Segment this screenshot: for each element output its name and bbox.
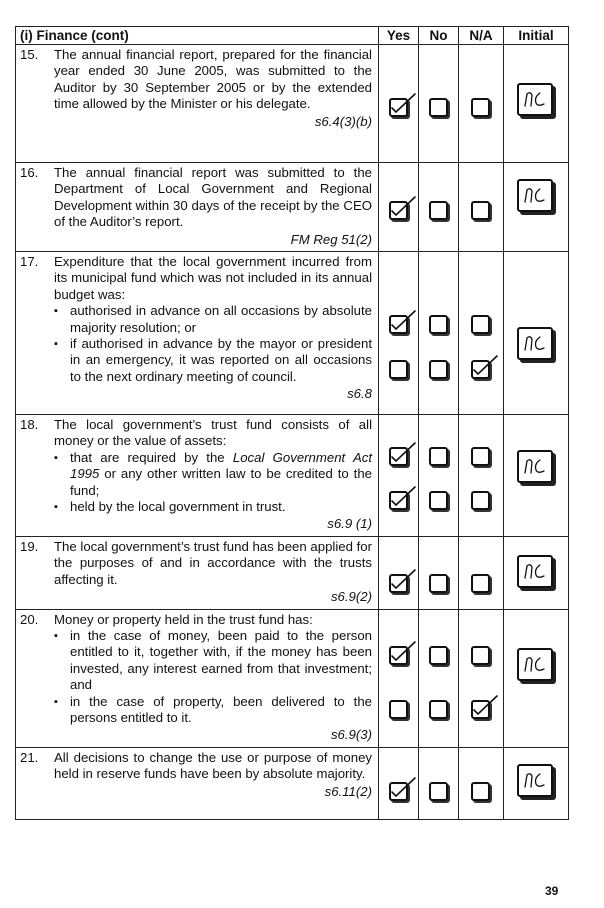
na-checkbox[interactable]	[471, 98, 490, 117]
no-checkbox[interactable]	[429, 491, 448, 510]
checklist-table	[15, 26, 569, 820]
na-checkbox[interactable]	[471, 201, 490, 220]
yes-checkbox[interactable]	[389, 646, 408, 665]
question-text: The local government’s trust fund has been applied for the purposes of and in accordance with the trusts affecting it.	[54, 538, 372, 587]
initial-box[interactable]	[517, 764, 553, 797]
question-row-15	[16, 45, 569, 163]
act-title: Local Government Act 1995	[70, 449, 372, 482]
condition-list	[54, 450, 372, 516]
legislation-reference: s6.9 (1)	[327, 516, 372, 532]
initial-box[interactable]	[517, 179, 553, 212]
question-number: 19.	[20, 538, 39, 554]
na-checkbox[interactable]	[471, 574, 490, 593]
yes-checkbox[interactable]	[389, 491, 408, 510]
no-checkbox[interactable]	[429, 201, 448, 220]
na-checkbox[interactable]	[471, 782, 490, 801]
question-number: 16.	[20, 165, 39, 180]
question-text: The local government’s trust fund consists of all money or the value of assets:	[54, 417, 372, 449]
yes-checkbox[interactable]	[389, 360, 408, 379]
question-number: 20.	[20, 611, 39, 627]
checkmark-icon	[471, 353, 499, 379]
condition-item: ▪ held by the local government in trust.	[70, 499, 372, 515]
initial-box[interactable]	[517, 555, 553, 588]
handwritten-initials-icon	[521, 768, 549, 792]
handwritten-initials-icon	[521, 87, 549, 111]
initial-box[interactable]	[517, 327, 553, 360]
condition-item: ▪ that are required by the Local Government Act 1995 or any other written law to be credited to the fund;	[70, 450, 372, 499]
no-checkbox[interactable]	[429, 98, 448, 117]
no-checkbox[interactable]	[429, 646, 448, 665]
no-column-header: No	[419, 27, 459, 45]
no-checkbox[interactable]	[429, 700, 448, 719]
checkmark-icon	[389, 639, 417, 665]
legislation-reference: s6.9(3)	[330, 727, 372, 743]
checkmark-icon	[389, 194, 417, 220]
section-title: (i) Finance (cont)	[16, 27, 379, 45]
page-number: 39	[545, 884, 559, 898]
question-row-17	[16, 252, 569, 415]
condition-item: ▪ in the case of property, been delivered to the persons entitled to it.	[70, 694, 372, 727]
checkmark-icon	[389, 567, 417, 593]
na-checkbox[interactable]	[471, 491, 490, 510]
legislation-reference: FM Reg 51(2)	[290, 231, 372, 247]
initial-box[interactable]	[517, 648, 553, 681]
na-checkbox[interactable]	[471, 700, 490, 719]
question-row-19	[16, 536, 569, 609]
handwritten-initials-icon	[521, 331, 549, 355]
question-text: The annual financial report, prepared for the financial year ended 30 June 2005, was submitted to the Auditor by 30 September 2005 or by the extended time allowed by the Minister or his delegate.	[54, 47, 372, 112]
no-checkbox[interactable]	[429, 782, 448, 801]
yes-checkbox[interactable]	[389, 98, 408, 117]
condition-list	[54, 303, 372, 385]
condition-item: ▪ if authorised in advance by the mayor or president in an emergency, it was reported on all occasions to the next ordinary meeting of council.	[70, 336, 372, 385]
initial-column-header: Initial	[504, 27, 569, 45]
question-row-20	[16, 609, 569, 747]
yes-checkbox[interactable]	[389, 782, 408, 801]
question-text: Money or property held in the trust fund has:	[54, 611, 313, 627]
question-row-21	[16, 747, 569, 819]
question-number: 21.	[20, 749, 39, 765]
header-row	[16, 27, 569, 45]
condition-list	[54, 628, 372, 726]
yes-checkbox[interactable]	[389, 201, 408, 220]
yes-column-header: Yes	[379, 27, 419, 45]
checkmark-icon	[389, 308, 417, 334]
checkmark-icon	[389, 91, 417, 117]
handwritten-initials-icon	[521, 652, 549, 676]
na-checkbox[interactable]	[471, 646, 490, 665]
no-checkbox[interactable]	[429, 360, 448, 379]
handwritten-initials-icon	[521, 183, 549, 207]
checkmark-icon	[389, 484, 417, 510]
handwritten-initials-icon	[521, 559, 549, 583]
question-number: 15.	[20, 47, 39, 62]
legislation-reference: s6.4(3)(b)	[314, 113, 372, 129]
legislation-reference: s6.9(2)	[330, 589, 372, 605]
checkmark-icon	[471, 693, 499, 719]
initial-box[interactable]	[517, 83, 553, 116]
na-column-header: N/A	[459, 27, 504, 45]
no-checkbox[interactable]	[429, 574, 448, 593]
yes-checkbox[interactable]	[389, 315, 408, 334]
question-number: 18.	[20, 417, 39, 433]
no-checkbox[interactable]	[429, 447, 448, 466]
question-text: The annual financial report was submitted to the Department of Local Government and Regional Development within 30 days of the receipt by the CEO of the Auditor’s report.	[54, 165, 372, 230]
legislation-reference: s6.11(2)	[324, 783, 372, 799]
legislation-reference: s6.8	[347, 386, 372, 402]
na-checkbox[interactable]	[471, 447, 490, 466]
na-checkbox[interactable]	[471, 315, 490, 334]
yes-checkbox[interactable]	[389, 574, 408, 593]
handwritten-initials-icon	[521, 454, 549, 478]
checkmark-icon	[389, 775, 417, 801]
question-row-18	[16, 415, 569, 537]
condition-item: ▪ in the case of money, been paid to the person entitled to it, together with, if the money has been invested, any interest earned from that investment; and	[70, 628, 372, 694]
na-checkbox[interactable]	[471, 360, 490, 379]
question-text: All decisions to change the use or purpose of money held in reserve funds have been by absolute majority.	[54, 749, 372, 782]
question-number: 17.	[20, 254, 39, 270]
question-text: Expenditure that the local government incurred from its municipal fund which was not included in its annual budget was:	[54, 254, 372, 302]
yes-checkbox[interactable]	[389, 700, 408, 719]
no-checkbox[interactable]	[429, 315, 448, 334]
initial-box[interactable]	[517, 450, 553, 483]
question-row-16	[16, 163, 569, 252]
condition-item: ▪ authorised in advance on all occasions by absolute majority resolution; or	[70, 303, 372, 336]
yes-checkbox[interactable]	[389, 447, 408, 466]
checkmark-icon	[389, 440, 417, 466]
